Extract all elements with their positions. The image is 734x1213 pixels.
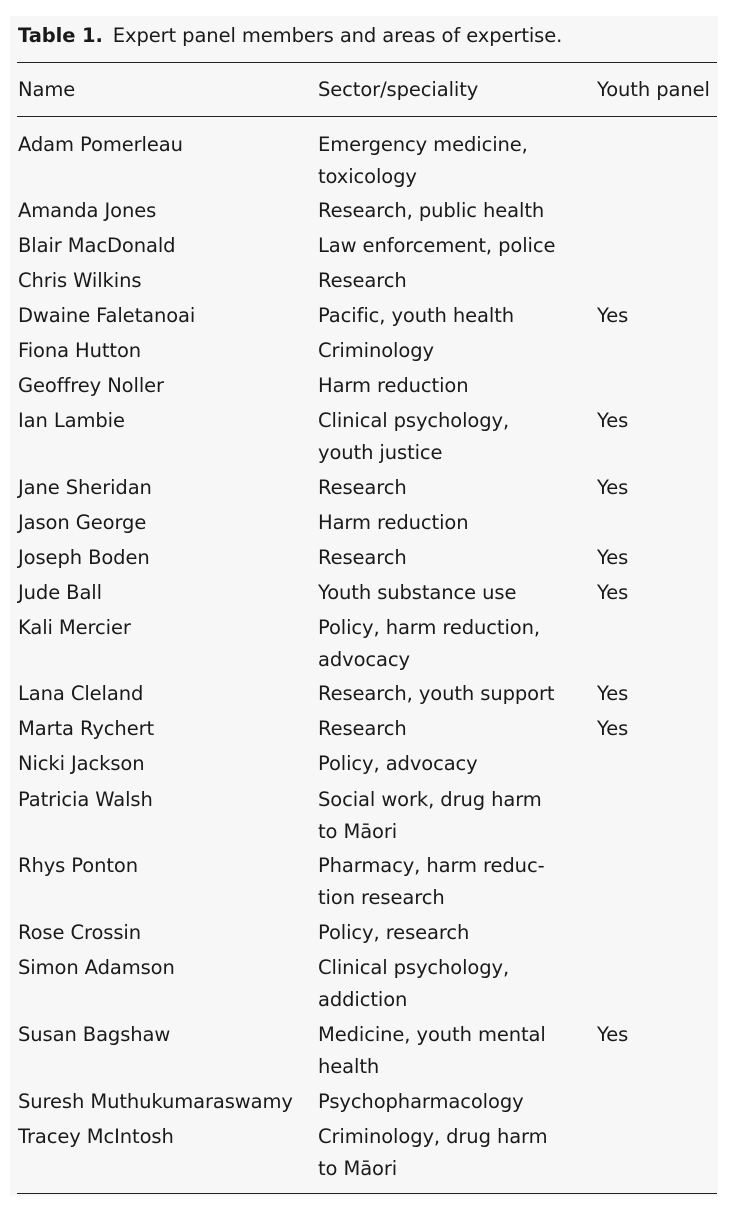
table-cell-youth-panel: Yes	[597, 581, 629, 604]
table-cell-youth-panel: Yes	[597, 304, 629, 327]
table-cell-name: Chris Wilkins	[18, 269, 142, 292]
table-cell-name: Jude Ball	[18, 581, 102, 604]
table-cell-name: Amanda Jones	[18, 199, 157, 222]
table-cell-youth-panel: Yes	[597, 546, 629, 569]
table-cell-sector: Research	[318, 717, 407, 740]
column-header-youth-panel: Youth panel	[597, 78, 710, 101]
table-cell-sector: Harm reduction	[318, 374, 469, 397]
table-cell-sector: Medicine, youth mental health	[318, 1023, 546, 1078]
table-cell-name: Jane Sheridan	[18, 476, 152, 499]
table-cell-name: Jason George	[18, 511, 147, 534]
table-cell-name: Dwaine Faletanoai	[18, 304, 196, 327]
table-cell-youth-panel: Yes	[597, 717, 629, 740]
table-cell-sector: Policy, research	[318, 921, 470, 944]
table-cell-sector: Criminology, drug harm to Māori	[318, 1125, 548, 1180]
table-cell-name: Adam Pomerleau	[18, 133, 183, 156]
table-cell-name: Tracey McIntosh	[18, 1125, 174, 1148]
table-cell-sector: Policy, advocacy	[318, 752, 478, 775]
table-cell-sector: Research, public health	[318, 199, 545, 222]
table-cell-sector: Research, youth support	[318, 682, 555, 705]
table-cell-youth-panel: Yes	[597, 409, 629, 432]
table-cell-sector: Psychopharmacology	[318, 1090, 524, 1113]
table-cell-name: Susan Bagshaw	[18, 1023, 171, 1046]
table-cell-sector: Research	[318, 476, 407, 499]
table-cell-sector: Criminology	[318, 339, 434, 362]
table-cell-name: Joseph Boden	[18, 546, 150, 569]
table-cell-sector: Emergency medicine, toxicology	[318, 133, 528, 188]
table-cell-name: Blair MacDonald	[18, 234, 176, 257]
column-header-name: Name	[18, 78, 76, 101]
table-cell-name: Marta Rychert	[18, 717, 155, 740]
table-cell-name: Rose Crossin	[18, 921, 141, 944]
table-cell-sector: Pharmacy, harm reduc-tion research	[318, 854, 545, 909]
table-cell-youth-panel: Yes	[597, 1023, 629, 1046]
table-cell-sector: Harm reduction	[318, 511, 469, 534]
table-top-rule	[17, 62, 717, 63]
table-cell-name: Simon Adamson	[18, 956, 175, 979]
table-cell-name: Suresh Muthukumaraswamy	[18, 1090, 293, 1113]
table-title: Expert panel members and areas of expertise.	[112, 24, 563, 47]
table-cell-sector: Clinical psychology, addiction	[318, 956, 510, 1011]
table-cell-sector: Social work, drug harm to Māori	[318, 788, 542, 843]
table-cell-sector: Pacific, youth health	[318, 304, 515, 327]
table-cell-name: Fiona Hutton	[18, 339, 142, 362]
table-cell-youth-panel: Yes	[597, 682, 629, 705]
table-cell-name: Patricia Walsh	[18, 788, 153, 811]
table-cell-name: Geoffrey Noller	[18, 374, 164, 397]
table-cell-youth-panel: Yes	[597, 476, 629, 499]
table-cell-name: Kali Mercier	[18, 616, 131, 639]
column-header-sector: Sector/speciality	[318, 78, 479, 101]
table-cell-sector: Youth substance use	[318, 581, 517, 604]
table-cell-sector: Research	[318, 269, 407, 292]
table-cell-sector: Policy, harm reduction, advocacy	[318, 616, 540, 671]
table-cell-sector: Research	[318, 546, 407, 569]
table-cell-name: Lana Cleland	[18, 682, 144, 705]
table-bottom-rule	[17, 1193, 717, 1194]
table-cell-name: Ian Lambie	[18, 409, 125, 432]
table-caption	[18, 22, 562, 50]
table-label: Table 1.	[18, 24, 103, 47]
table-cell-name: Nicki Jackson	[18, 752, 145, 775]
table-cell-sector: Clinical psychology, youth justice	[318, 409, 510, 464]
table-header-rule	[17, 116, 717, 117]
table-cell-name: Rhys Ponton	[18, 854, 138, 877]
table-cell-sector: Law enforcement, police	[318, 234, 556, 257]
